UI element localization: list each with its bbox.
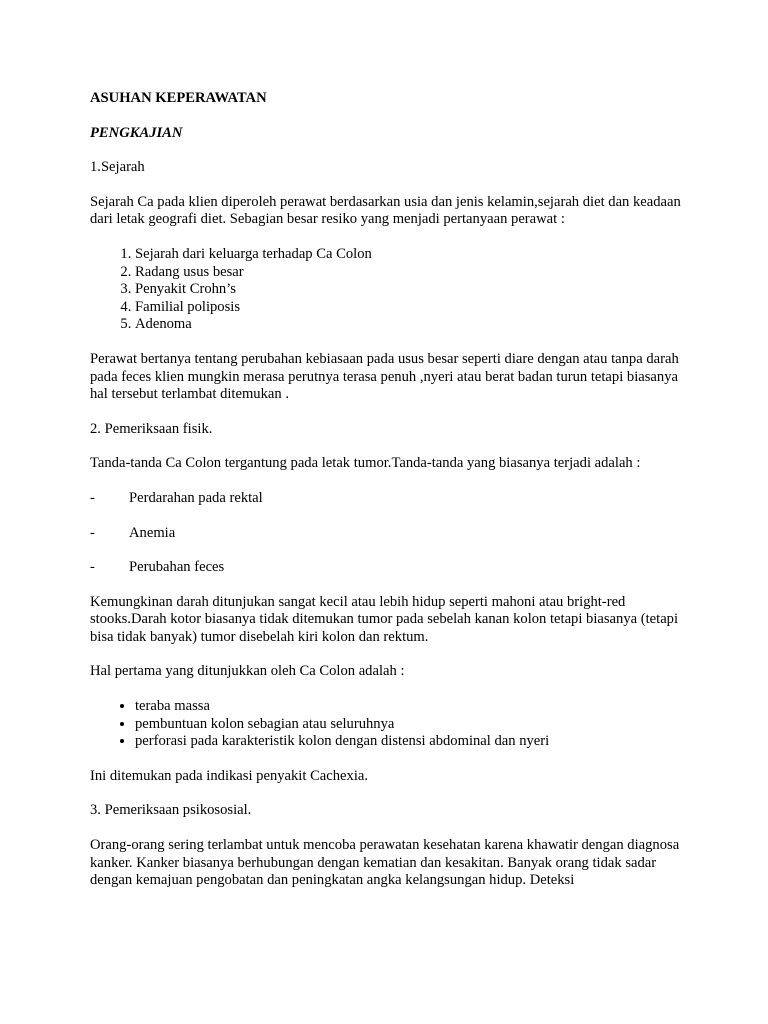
- list-item: • pembuntuan kolon sebagian atau seluruhnya: [135, 716, 690, 734]
- list-item: 2. Radang usus besar: [135, 264, 690, 282]
- list-item: 3. Penyakit Crohn’s: [135, 281, 690, 299]
- section-2-intro: Tanda-tanda Ca Colon tergantung pada letak tumor.Tanda-tanda yang biasanya terjadi adalah :: [90, 455, 641, 472]
- risk-factor-list: [90, 246, 690, 334]
- section-1-paragraph-2: Perawat bertanya tentang perubahan kebiasaan pada usus besar seperti diare dengan atau tanpa darah pada feces klien mungkin merasa perutnya terasa penuh ,nyeri atau berat badan turun tetapi biasanya hal tersebut terlambat ditemukan .: [90, 350, 679, 403]
- list-item: • perforasi pada karakteristik kolon dengan distensi abdominal dan nyeri: [135, 733, 690, 751]
- section-1-paragraph: Sejarah Ca pada klien diperoleh perawat berdasarkan usia dan jenis kelamin,sejarah diet dan keadaan dari letak geografi diet. Sebagian besar resiko yang menjadi pertanyaan perawat :: [90, 193, 681, 228]
- dash-marker: -: [90, 559, 95, 576]
- sign-text: Perdarahan pada rektal: [129, 489, 263, 506]
- document-title: ASUHAN KEPERAWATAN: [90, 90, 267, 106]
- sign-row: [90, 490, 690, 508]
- section-2-paragraph: Kemungkinan darah ditunjukan sangat kecil atau lebih hidup seperti mahoni atau bright-red stooks.Darah kotor biasanya tidak ditemukan tumor pada sebelah kanan kolon tetapi biasanya (tetapi bisa tidak banyak) tumor disebelah kiri kolon dan rektum.: [90, 593, 679, 645]
- section-2-closing: Ini ditemukan pada indikasi penyakit Cachexia.: [90, 767, 369, 784]
- document-page: [90, 90, 690, 890]
- section-3-paragraph: Orang-orang sering terlambat untuk mencoba perawatan kesehatan karena khawatir dengan diagnosa kanker. Kanker biasanya berhubungan dengan kematian dan kesakitan. Banyak orang tidak sadar dengan kemajuan pengobatan dan peningkatan angka kelangsungan hidup. Deteksi: [90, 837, 680, 889]
- dash-marker: -: [90, 489, 95, 506]
- first-signs-intro: Hal pertama yang ditunjukkan oleh Ca Colon adalah :: [90, 663, 405, 680]
- section-heading-pengkajian: PENGKAJIAN: [90, 124, 183, 141]
- sign-row: [90, 559, 690, 577]
- sign-row: [90, 525, 690, 543]
- first-signs-list: [90, 698, 690, 751]
- dash-marker: -: [90, 524, 95, 541]
- list-item: • teraba massa: [135, 698, 690, 716]
- list-item: 1. Sejarah dari keluarga terhadap Ca Colon: [135, 246, 690, 264]
- list-item: 4. Familial poliposis: [135, 299, 690, 317]
- sign-text: Anemia: [129, 524, 176, 541]
- sign-text: Perubahan feces: [129, 559, 225, 576]
- section-3-title: 3. Pemeriksaan psikososial.: [90, 802, 252, 819]
- list-item: 5. Adenoma: [135, 316, 690, 334]
- section-1-title: 1.Sejarah: [90, 159, 145, 176]
- section-2-title: 2. Pemeriksaan fisik.: [90, 420, 213, 437]
